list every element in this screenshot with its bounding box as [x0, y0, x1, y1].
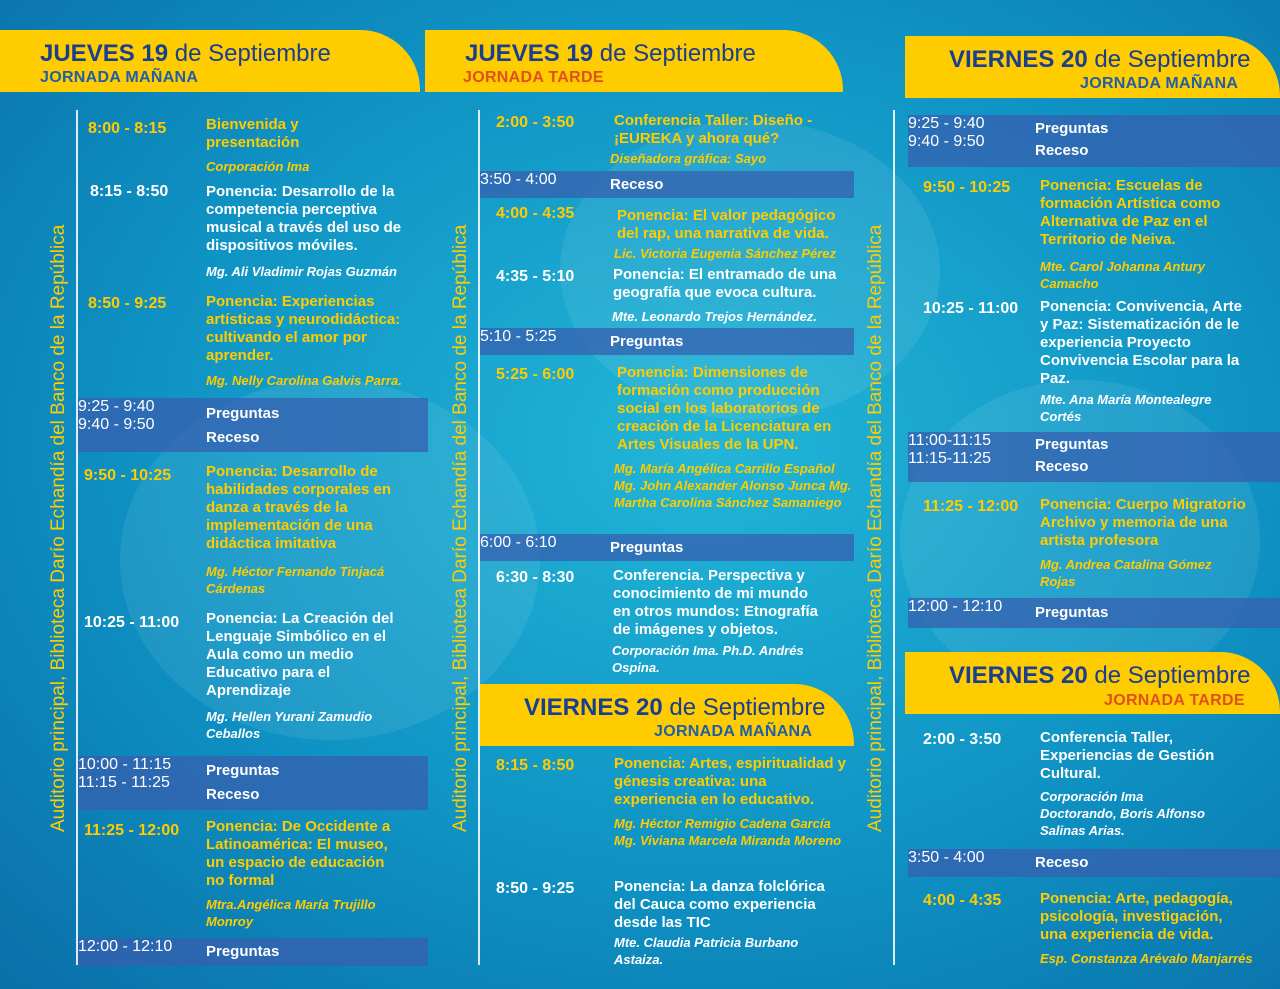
schedule-entry	[908, 177, 1280, 292]
break-band	[480, 328, 854, 355]
entry-speaker: Mg. María Angélica Carrillo Español Mg. John Alexander Alonso Junca Mg. Martha Carolina Sánchez Samaniego	[614, 461, 852, 510]
break-band	[78, 938, 428, 966]
entry-time: 4:00 - 4:35	[496, 205, 575, 222]
entry-title: Ponencia: El valor pedagógico del rap, una narrativa de vida.	[617, 207, 836, 242]
schedule-entry	[84, 183, 424, 283]
break-time: 9:25 - 9:40	[78, 398, 155, 415]
entry-time: 9:50 - 10:25	[84, 467, 172, 484]
entry-speaker: Mg. Héctor Remigio Cadena García Mg. Viviana Marcela Miranda Moreno	[614, 816, 842, 848]
header-jornada: JORNADA TARDE	[1104, 692, 1245, 709]
entry-time: 8:15 - 8:50	[496, 757, 575, 774]
break-time: 9:40 - 9:50	[908, 133, 985, 150]
entry-title: Ponencia: Artes, espiritualidad y génesis creativa: una experiencia en lo educativo.	[614, 755, 847, 808]
schedule-entry	[486, 364, 856, 532]
schedule-entry	[84, 610, 424, 745]
break-label: Preguntas	[1035, 604, 1109, 621]
schedule-entry	[908, 890, 1280, 980]
break-band	[480, 171, 854, 198]
entry-title: Ponencia: Desarrollo de habilidades corporales en danza a través de la implementación de una didáctica imitativa	[206, 463, 392, 552]
entry-title: Ponencia: Escuelas de formación Artística como Alternativa de Paz en el Territorio de Neiva.	[1040, 177, 1221, 248]
schedule-entry	[84, 116, 424, 176]
header-jornada: JORNADA MAÑANA	[654, 723, 813, 740]
entry-time: 4:00 - 4:35	[923, 892, 1002, 909]
entry-time: 4:35 - 5:10	[496, 268, 575, 285]
schedule-entry	[486, 567, 856, 679]
break-time: 3:50 - 4:00	[480, 171, 557, 188]
venue-vertical-label: Auditorio principal, Biblioteca Darío Echandía del Banco de la República	[865, 224, 886, 832]
schedule-entry	[908, 496, 1280, 591]
entry-speaker: Mg. Nelly Carolina Galvis Parra.	[206, 373, 402, 388]
schedule-entry	[486, 266, 856, 326]
break-label: Receso	[206, 786, 260, 803]
entry-time: 8:00 - 8:15	[88, 120, 167, 137]
break-label: Receso	[1035, 142, 1089, 159]
schedule-entry	[84, 818, 424, 933]
break-label: Preguntas	[206, 943, 280, 960]
entry-time: 5:25 - 6:00	[496, 366, 575, 383]
schedule-entry	[84, 293, 424, 393]
divider-line	[893, 110, 895, 965]
day-header	[425, 30, 843, 92]
entry-speaker: Corporación Ima. Ph.D. Andrés Ospina.	[612, 643, 804, 675]
divider-line	[76, 110, 78, 965]
break-label: Receso	[1035, 854, 1089, 871]
entry-speaker: Mg. Héctor Fernando Tinjacá Cárdenas	[206, 564, 385, 596]
entry-speaker: Mte. Ana María Montealegre Cortés	[1040, 392, 1212, 424]
break-label: Preguntas	[206, 405, 280, 422]
entry-time: 8:50 - 9:25	[496, 880, 575, 897]
entry-time: 6:30 - 8:30	[496, 569, 575, 586]
entry-speaker: Diseñadora gráfica: Sayo	[610, 151, 767, 166]
break-label: Preguntas	[610, 333, 684, 350]
entry-time: 11:25 - 12:00	[923, 498, 1019, 515]
break-band	[908, 598, 1280, 628]
venue-vertical-label: Auditorio principal, Biblioteca Darío Echandía del Banco de la República	[48, 224, 69, 832]
break-time: 11:15-11:25	[908, 450, 992, 467]
break-time: 5:10 - 5:25	[480, 328, 557, 345]
entry-speaker: Corporación Ima Doctorando, Boris Alfonso Salinas Arias.	[1040, 789, 1205, 838]
venue-vertical-label: Auditorio principal, Biblioteca Darío Echandía del Banco de la República	[450, 224, 471, 832]
break-label: Preguntas	[610, 539, 684, 556]
schedule-entry	[84, 463, 424, 598]
break-label: Receso	[206, 429, 260, 446]
entry-speaker: Mg. Ali Vladimir Rojas Guzmán	[206, 264, 397, 279]
entry-title: Ponencia: Desarrollo de la competencia perceptiva musical a través del uso de dispositivos móviles.	[206, 183, 402, 254]
break-band	[78, 756, 428, 810]
entry-title: Ponencia: Cuerpo Migratorio Archivo y memoria de una artista profesora	[1040, 496, 1246, 549]
entry-title: Ponencia: La danza folclórica del Cauca como experiencia desde las TIC	[614, 878, 825, 931]
entry-time: 2:00 - 3:50	[496, 114, 575, 131]
entry-title: Conferencia Taller, Experiencias de Gestión Cultural.	[1040, 729, 1215, 782]
schedule-entry	[908, 298, 1280, 426]
entry-time: 10:25 - 11:00	[84, 614, 180, 631]
entry-speaker: Mte. Carol Johanna Antury Camacho	[1040, 259, 1205, 291]
header-date: JUEVES 19 de Septiembre	[465, 40, 756, 67]
entry-time: 9:50 - 10:25	[923, 179, 1011, 196]
header-date: VIERNES 20 de Septiembre	[524, 694, 826, 721]
break-band	[908, 115, 1280, 167]
entry-speaker: Mte. Leonardo Trejos Hernández.	[612, 309, 817, 324]
entry-title: Conferencia Taller: Diseño - ¡EUREKA y ahora qué?	[614, 112, 813, 147]
entry-speaker: Lic. Victoria Eugenia Sánchez Pérez	[614, 246, 837, 261]
entry-title: Bienvenida y presentación	[206, 116, 300, 151]
header-jornada: JORNADA TARDE	[463, 69, 604, 86]
entry-title: Ponencia: Convivencia, Arte y Paz: Sistematización de le experiencia Proyecto Convivencia Escolar para la Paz.	[1040, 298, 1243, 387]
entry-speaker: Mg. Andrea Catalina Gómez Rojas	[1040, 557, 1212, 589]
break-time: 9:25 - 9:40	[908, 115, 985, 132]
entry-title: Ponencia: Experiencias artísticas y neurodidáctica: cultivando el amor por aprender.	[206, 293, 401, 364]
header-date: VIERNES 20 de Septiembre	[949, 662, 1251, 689]
entry-title: Ponencia: Arte, pedagogía, psicología, investigación, una experiencia de vida.	[1040, 890, 1233, 943]
schedule-entry	[486, 755, 856, 870]
header-jornada: JORNADA MAÑANA	[1080, 75, 1239, 92]
break-time: 12:00 - 12:10	[78, 938, 173, 955]
entry-time: 8:50 - 9:25	[88, 295, 167, 312]
break-time: 6:00 - 6:10	[480, 534, 557, 551]
entry-title: Conferencia. Perspectiva y conocimiento de mi mundo en otros mundos: Etnografía de imágenes y objetos.	[613, 567, 819, 638]
entry-title: Ponencia: La Creación del Lenguaje Simbólico en el Aula como un medio Educativo para el Aprendizaje	[206, 610, 394, 699]
break-label: Receso	[1035, 458, 1089, 475]
break-time: 10:00 - 11:15	[78, 756, 172, 773]
break-label: Preguntas	[206, 762, 280, 779]
break-time: 12:00 - 12:10	[908, 598, 1003, 615]
break-label: Preguntas	[1035, 436, 1109, 453]
break-time: 11:00-11:15	[908, 432, 992, 449]
break-label: Preguntas	[1035, 120, 1109, 137]
day-header	[905, 36, 1280, 98]
entry-title: Ponencia: El entramado de una geografía que evoca cultura.	[613, 266, 837, 301]
entry-title: Ponencia: De Occidente a Latinoamérica: El museo, un espacio de educación no formal	[206, 818, 391, 889]
break-band	[78, 398, 428, 452]
day-header	[0, 30, 420, 92]
header-date: VIERNES 20 de Septiembre	[949, 46, 1251, 73]
header-date: JUEVES 19 de Septiembre	[40, 40, 331, 67]
day-header	[480, 684, 854, 746]
entry-time: 10:25 - 11:00	[923, 300, 1019, 317]
break-time: 3:50 - 4:00	[908, 849, 985, 866]
break-time: 11:15 - 11:25	[78, 774, 170, 791]
break-band	[908, 432, 1280, 482]
entry-speaker: Mte. Claudia Patricia Burbano Astaiza.	[614, 935, 799, 967]
schedule-entry	[908, 729, 1280, 844]
entry-time: 11:25 - 12:00	[84, 822, 180, 839]
break-label: Receso	[610, 176, 664, 193]
entry-speaker: Mtra.Angélica María Trujillo Monroy	[206, 897, 376, 929]
entry-time: 8:15 - 8:50	[90, 183, 169, 200]
day-header	[905, 652, 1280, 714]
entry-time: 2:00 - 3:50	[923, 731, 1002, 748]
break-time: 9:40 - 9:50	[78, 416, 155, 433]
entry-title: Ponencia: Dimensiones de formación como producción social en los laboratorios de creación de la Licenciatura en Artes Visuales de la UPN.	[617, 364, 832, 453]
entry-speaker: Corporación Ima	[206, 159, 310, 174]
schedule-entry	[486, 878, 856, 973]
break-band	[908, 849, 1280, 877]
break-band	[480, 534, 854, 561]
schedule-entry	[486, 205, 856, 263]
entry-speaker: Mg. Hellen Yurani Zamudio Ceballos	[206, 709, 373, 741]
header-jornada: JORNADA MAÑANA	[40, 69, 199, 86]
entry-speaker: Esp. Constanza Arévalo Manjarrés	[1040, 951, 1253, 966]
schedule-entry	[486, 112, 856, 167]
